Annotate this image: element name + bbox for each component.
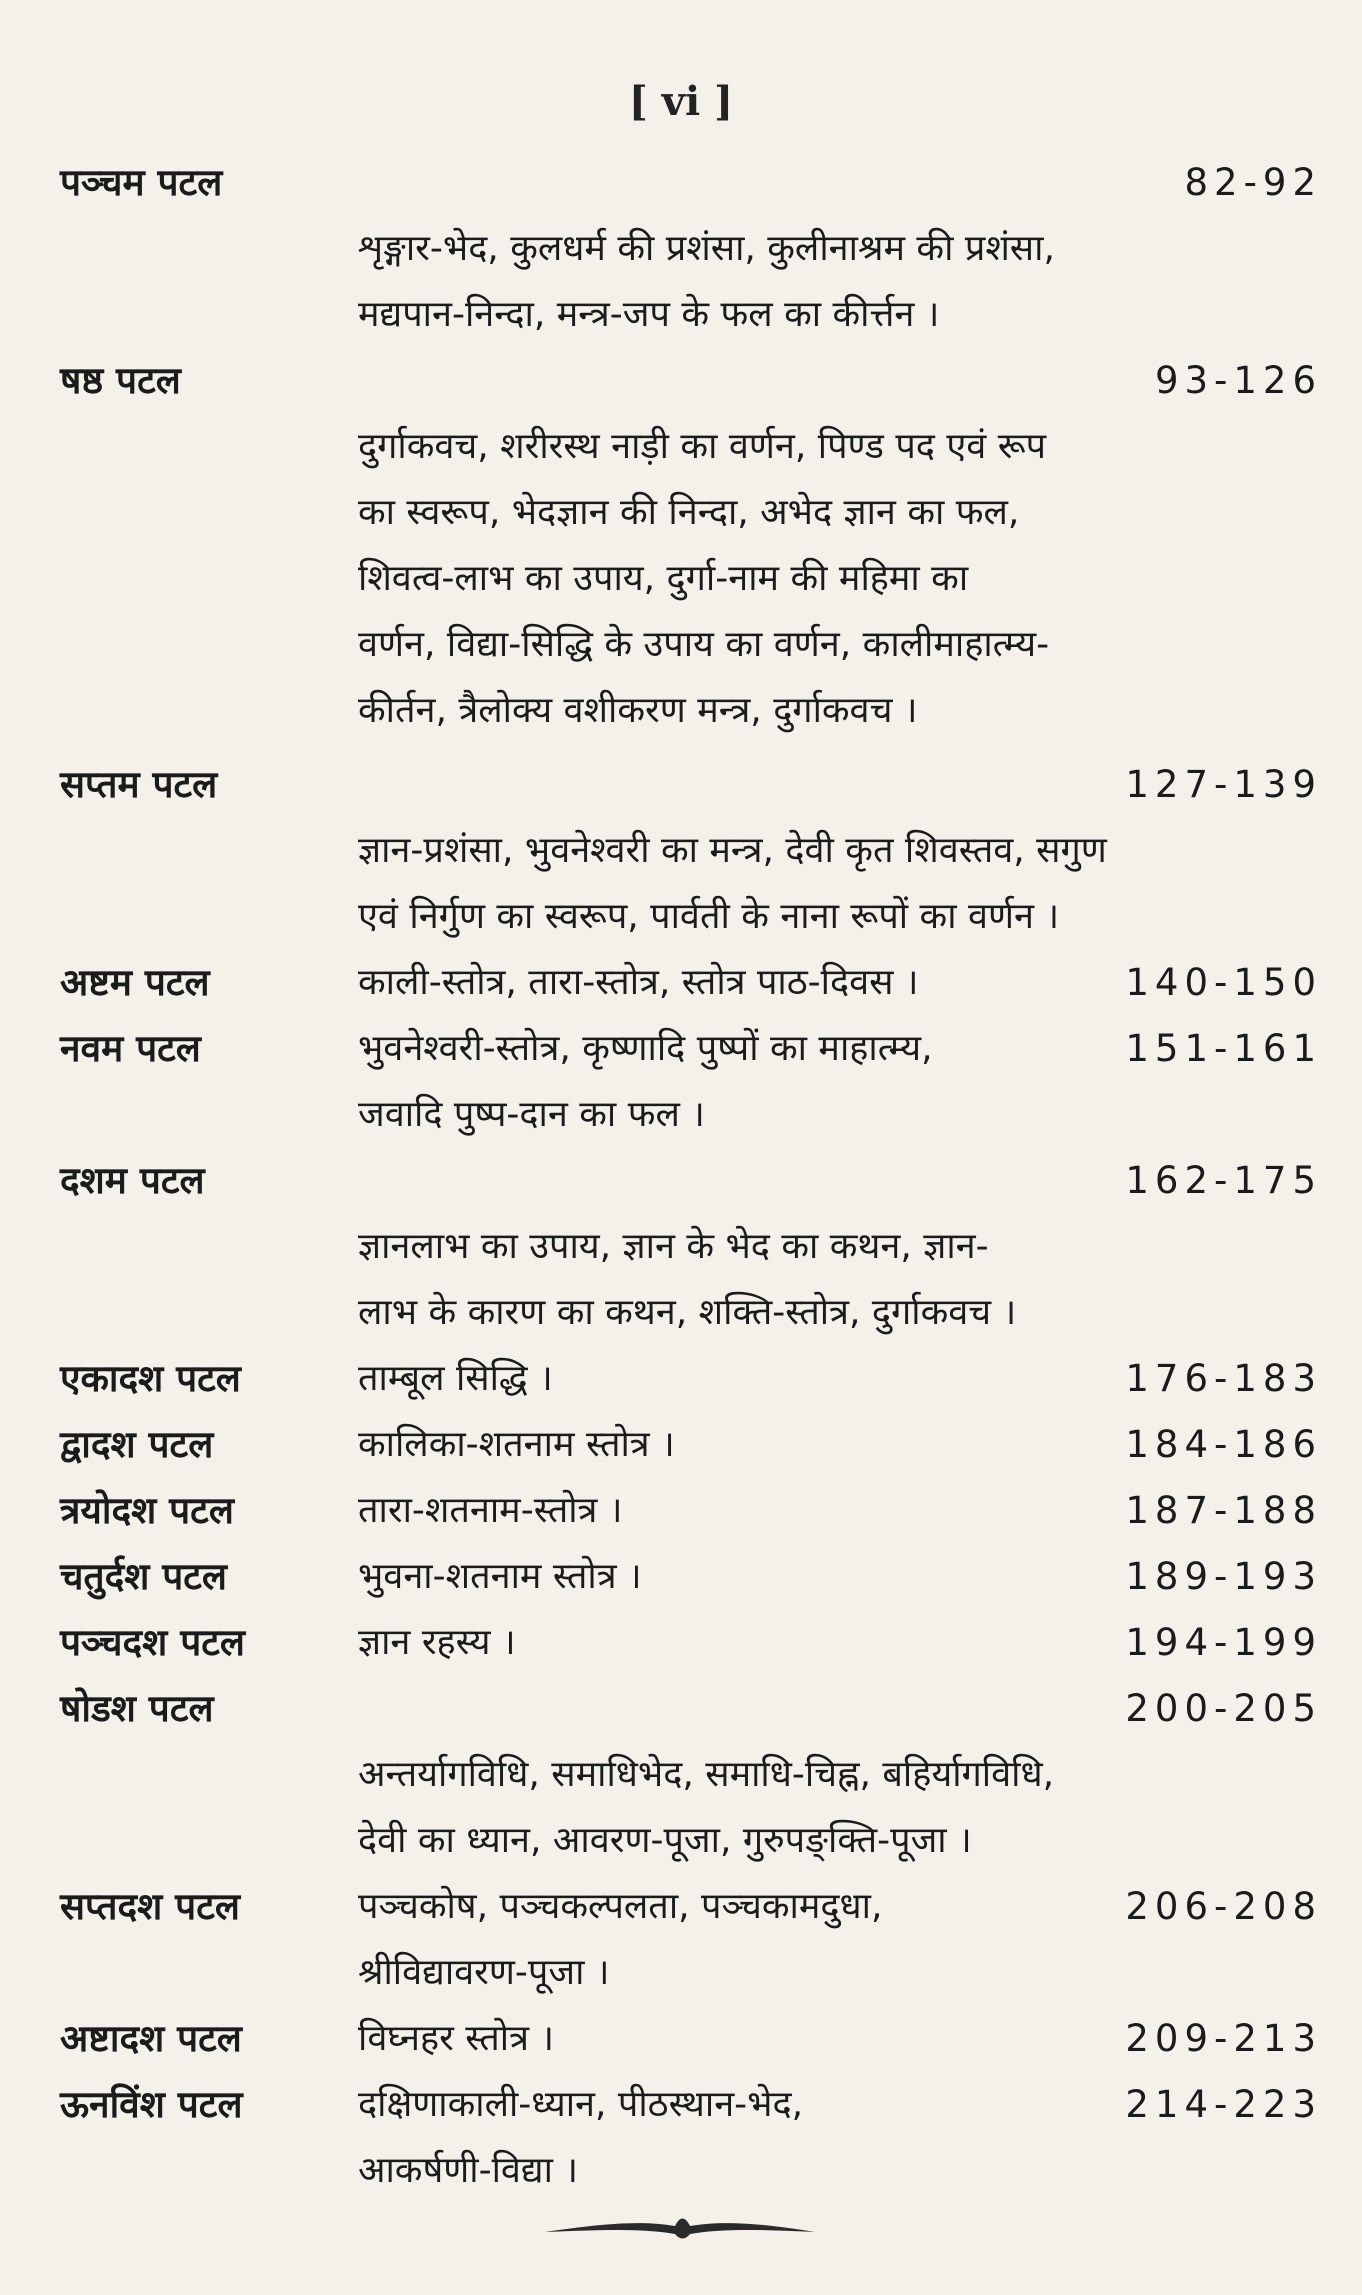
chapter-description [358,216,1188,348]
chapter-description [358,1214,1188,1346]
page-range: 176-183 [1125,1357,1322,1400]
chapter-title: त्रयोदश पटल [60,1489,234,1532]
toc-entry [0,1412,1362,1478]
description-line: दुर्गाकवच, शरीरस्थ नाड़ी का वर्णन, पिण्ड पद एवं रूप [358,426,1047,467]
chapter-description [358,1478,1188,1544]
toc-entry [0,1610,1362,1676]
page-range: 200-205 [1125,1687,1322,1730]
chapter-title: द्वादश पटल [60,1423,214,1466]
toc-entry [0,1478,1362,1544]
toc-entry [0,150,1362,335]
chapter-description [358,1412,1188,1478]
chapter-description [358,2072,1188,2204]
description-line: जवादि पुष्प-दान का फल । [358,1094,705,1135]
toc-entry [0,1544,1362,1610]
chapter-title: षोडश पटल [60,1687,214,1730]
page-range: 206-208 [1125,1885,1322,1928]
description-line: लाभ के कारण का कथन, शक्ति-स्तोत्र, दुर्गाकवच । [358,1292,1017,1333]
chapter-description [358,818,1188,950]
page-range: 162-175 [1125,1159,1322,1202]
toc-entry [0,2006,1362,2072]
chapter-title: नवम पटल [60,1027,201,1070]
chapter-description [358,1742,1188,1874]
description-line: तारा-शतनाम-स्तोत्र । [358,1490,623,1531]
chapter-description [358,2006,1188,2072]
toc-entry [0,348,1362,731]
description-line: श्रीविद्यावरण-पूजा । [358,1952,610,1993]
page-range: 194-199 [1125,1621,1322,1664]
page-range: 93-126 [1154,359,1322,402]
toc-entry-header [0,150,1362,216]
page-range: 151-161 [1125,1027,1322,1070]
toc-entry [0,1346,1362,1412]
chapter-title: षष्ठ पटल [60,359,181,402]
toc-entry [0,1016,1362,1135]
description-line: कालिका-शतनाम स्तोत्र । [358,1424,675,1465]
chapter-title: अष्टम पटल [60,961,210,1004]
chapter-title: सप्तदश पटल [60,1885,240,1928]
description-line: एवं निर्गुण का स्वरूप, पार्वती के नाना रूपों का वर्णन । [358,896,1060,937]
page-number: [ vi ] [628,78,734,125]
description-line: दक्षिणाकाली-ध्यान, पीठस्थान-भेद, [358,2084,804,2125]
description-line: भुवनेश्वरी-स्तोत्र, कृष्णादि पुष्पों का माहात्म्य, [358,1028,933,1069]
description-line: ज्ञान-प्रशंसा, भुवनेश्वरी का मन्त्र, देवी कृत शिवस्तव, सगुण [358,830,1107,871]
chapter-title: ऊनविंश पटल [60,2083,243,2126]
page-range: 127-139 [1125,763,1322,806]
description-line: वर्णन, विद्या-सिद्धि के उपाय का वर्णन, कालीमाहात्म्य- [358,624,1050,665]
page-range: 184-186 [1125,1423,1322,1466]
page-range: 209-213 [1125,2017,1322,2060]
description-line: विघ्नहर स्तोत्र । [358,2018,555,2059]
description-line: ज्ञान रहस्य । [358,1622,516,1663]
toc-entry-header [0,1676,1362,1742]
page-range: 140-150 [1125,961,1322,1004]
toc-entry [0,2072,1362,2191]
page-range: 214-223 [1125,2083,1322,2126]
description-line: शृङ्गार-भेद, कुलधर्म की प्रशंसा, कुलीनाश्रम की प्रशंसा, [358,228,1055,269]
description-line: अन्तर्यागविधि, समाधिभेद, समाधि-चिह्न, बहिर्यागविधि, [358,1754,1055,1795]
chapter-description [358,1544,1188,1610]
chapter-title: दशम पटल [60,1159,205,1202]
toc-entry [0,752,1362,937]
description-line: ज्ञानलाभ का उपाय, ज्ञान के भेद का कथन, ज्ञान- [358,1226,989,1267]
page-range: 82-92 [1184,161,1322,204]
description-line: देवी का ध्यान, आवरण-पूजा, गुरुपङ्क्ति-पूजा । [358,1820,972,1861]
description-line: आकर्षणी-विद्या । [358,2150,579,2191]
description-line: का स्वरूप, भेदज्ञान की निन्दा, अभेद ज्ञान का फल, [358,492,1020,533]
toc-entry-header [0,752,1362,818]
description-line: काली-स्तोत्र, तारा-स्तोत्र, स्तोत्र पाठ-दिवस । [358,962,919,1003]
description-line: मद्यपान-निन्दा, मन्त्र-जप के फल का कीर्त्तन । [358,294,940,335]
chapter-description [358,414,1188,744]
description-line: भुवना-शतनाम स्तोत्र । [358,1556,642,1597]
chapter-title: पञ्चदश पटल [60,1621,245,1664]
description-line: कीर्तन, त्रैलोक्य वशीकरण मन्त्र, दुर्गाकवच । [358,690,918,731]
toc-entry-header [0,348,1362,414]
chapter-description [358,1016,1188,1148]
chapter-title: पञ्चम पटल [60,161,223,204]
chapter-description [358,1346,1188,1412]
description-line: ताम्बूल सिद्धि । [358,1358,553,1399]
page-range: 187-188 [1125,1489,1322,1532]
chapter-title: एकादश पटल [60,1357,241,1400]
chapter-title: चतुर्दश पटल [60,1555,228,1598]
toc-entry [0,1874,1362,1993]
toc-entry [0,950,1362,1016]
chapter-description [358,950,1188,1016]
toc-entry-header [0,1148,1362,1214]
toc-entry [0,1676,1362,1861]
toc-entry [0,1148,1362,1333]
chapter-title: सप्तम पटल [60,763,218,806]
chapter-title: अष्टादश पटल [60,2017,242,2060]
description-line: शिवत्व-लाभ का उपाय, दुर्गा-नाम की महिमा का [358,558,969,599]
description-line: पञ्चकोष, पञ्चकल्पलता, पञ्चकामदुधा, [358,1886,883,1927]
chapter-description [358,1874,1188,2006]
chapter-description [358,1610,1188,1676]
ornament-divider [540,2210,820,2250]
page-range: 189-193 [1125,1555,1322,1598]
